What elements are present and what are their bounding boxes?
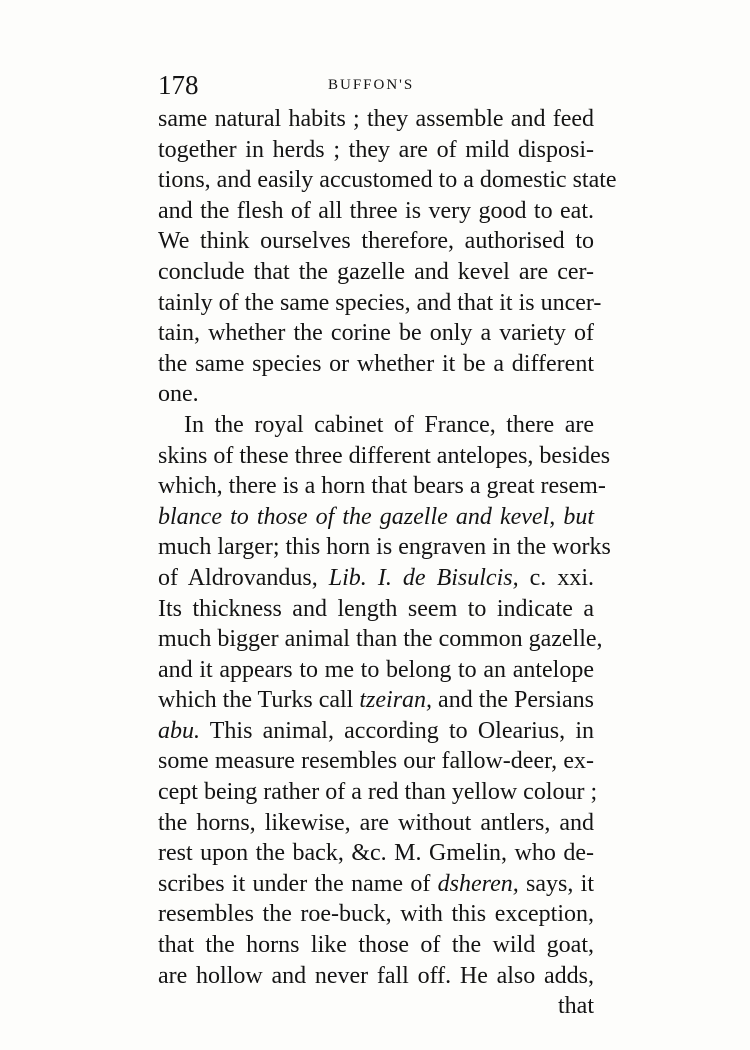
- text-line: the horns, likewise, are without antlers, and: [158, 809, 594, 836]
- italic-word: tzeiran,: [359, 687, 433, 714]
- italic-citation: Lib. I. de Bisulcis,: [328, 564, 519, 591]
- page-header: [158, 68, 594, 102]
- text-line: tions, and easily accustomed to a domestic state: [158, 167, 617, 194]
- italic-word: blance to those of the gazelle and kevel, but: [158, 503, 594, 530]
- text-line: tainly of the same species, and that it is uncer-: [158, 289, 602, 316]
- text-line: scribes it under the name of dsheren, says, it: [158, 870, 594, 897]
- text-line: which, there is a horn that bears a great resem-: [158, 473, 606, 500]
- text-line: resembles the roe-buck, with this exception,: [158, 901, 594, 928]
- italic-word: dsheren,: [437, 870, 519, 897]
- text-line: In the royal cabinet of France, there are: [184, 411, 594, 438]
- italic-word: abu.: [158, 717, 200, 744]
- catchword: that: [558, 993, 594, 1020]
- running-head: BUFFON'S: [328, 77, 415, 93]
- text-line: tain, whether the corine be only a variety of: [158, 320, 594, 347]
- text-line: rest upon the back, &c. M. Gmelin, who de-: [158, 840, 594, 867]
- text-line: that the horns like those of the wild goat,: [158, 932, 594, 959]
- text-line: much larger; this horn is engraven in the works: [158, 534, 611, 561]
- text-line: the same species or whether it be a different: [158, 350, 594, 377]
- text-line: which the Turks call tzeiran, and the Persians: [158, 687, 595, 714]
- text-line: and the flesh of all three is very good to eat.: [158, 197, 594, 224]
- text-line: of Aldrovandus, Lib. I. de Bisulcis, c. xxi.: [158, 564, 595, 591]
- page-number: 178: [158, 70, 199, 100]
- text-line: abu. This animal, according to Olearius, in: [158, 717, 594, 744]
- text-line: some measure resembles our fallow-deer, ex-: [158, 748, 594, 775]
- body-text: [158, 104, 617, 1022]
- text-line: We think ourselves therefore, authorised to: [158, 228, 594, 255]
- text-line: together in herds ; they are of mild disposi-: [158, 136, 594, 163]
- text-line: [158, 502, 594, 533]
- text-line: conclude that the gazelle and kevel are cer-: [158, 258, 594, 285]
- text-line: and it appears to me to belong to an antelope: [158, 656, 594, 683]
- text-line: one.: [158, 381, 199, 408]
- text-line: Its thickness and length seem to indicate a: [158, 595, 594, 622]
- text-line: are hollow and never fall off. He also adds,: [158, 962, 594, 989]
- text-line: same natural habits ; they assemble and feed: [158, 106, 594, 132]
- text-line: much bigger animal than the common gazelle,: [158, 626, 603, 653]
- text-line: cept being rather of a red than yellow colour ;: [158, 779, 598, 806]
- text-line: skins of these three different antelopes, besides: [158, 442, 611, 469]
